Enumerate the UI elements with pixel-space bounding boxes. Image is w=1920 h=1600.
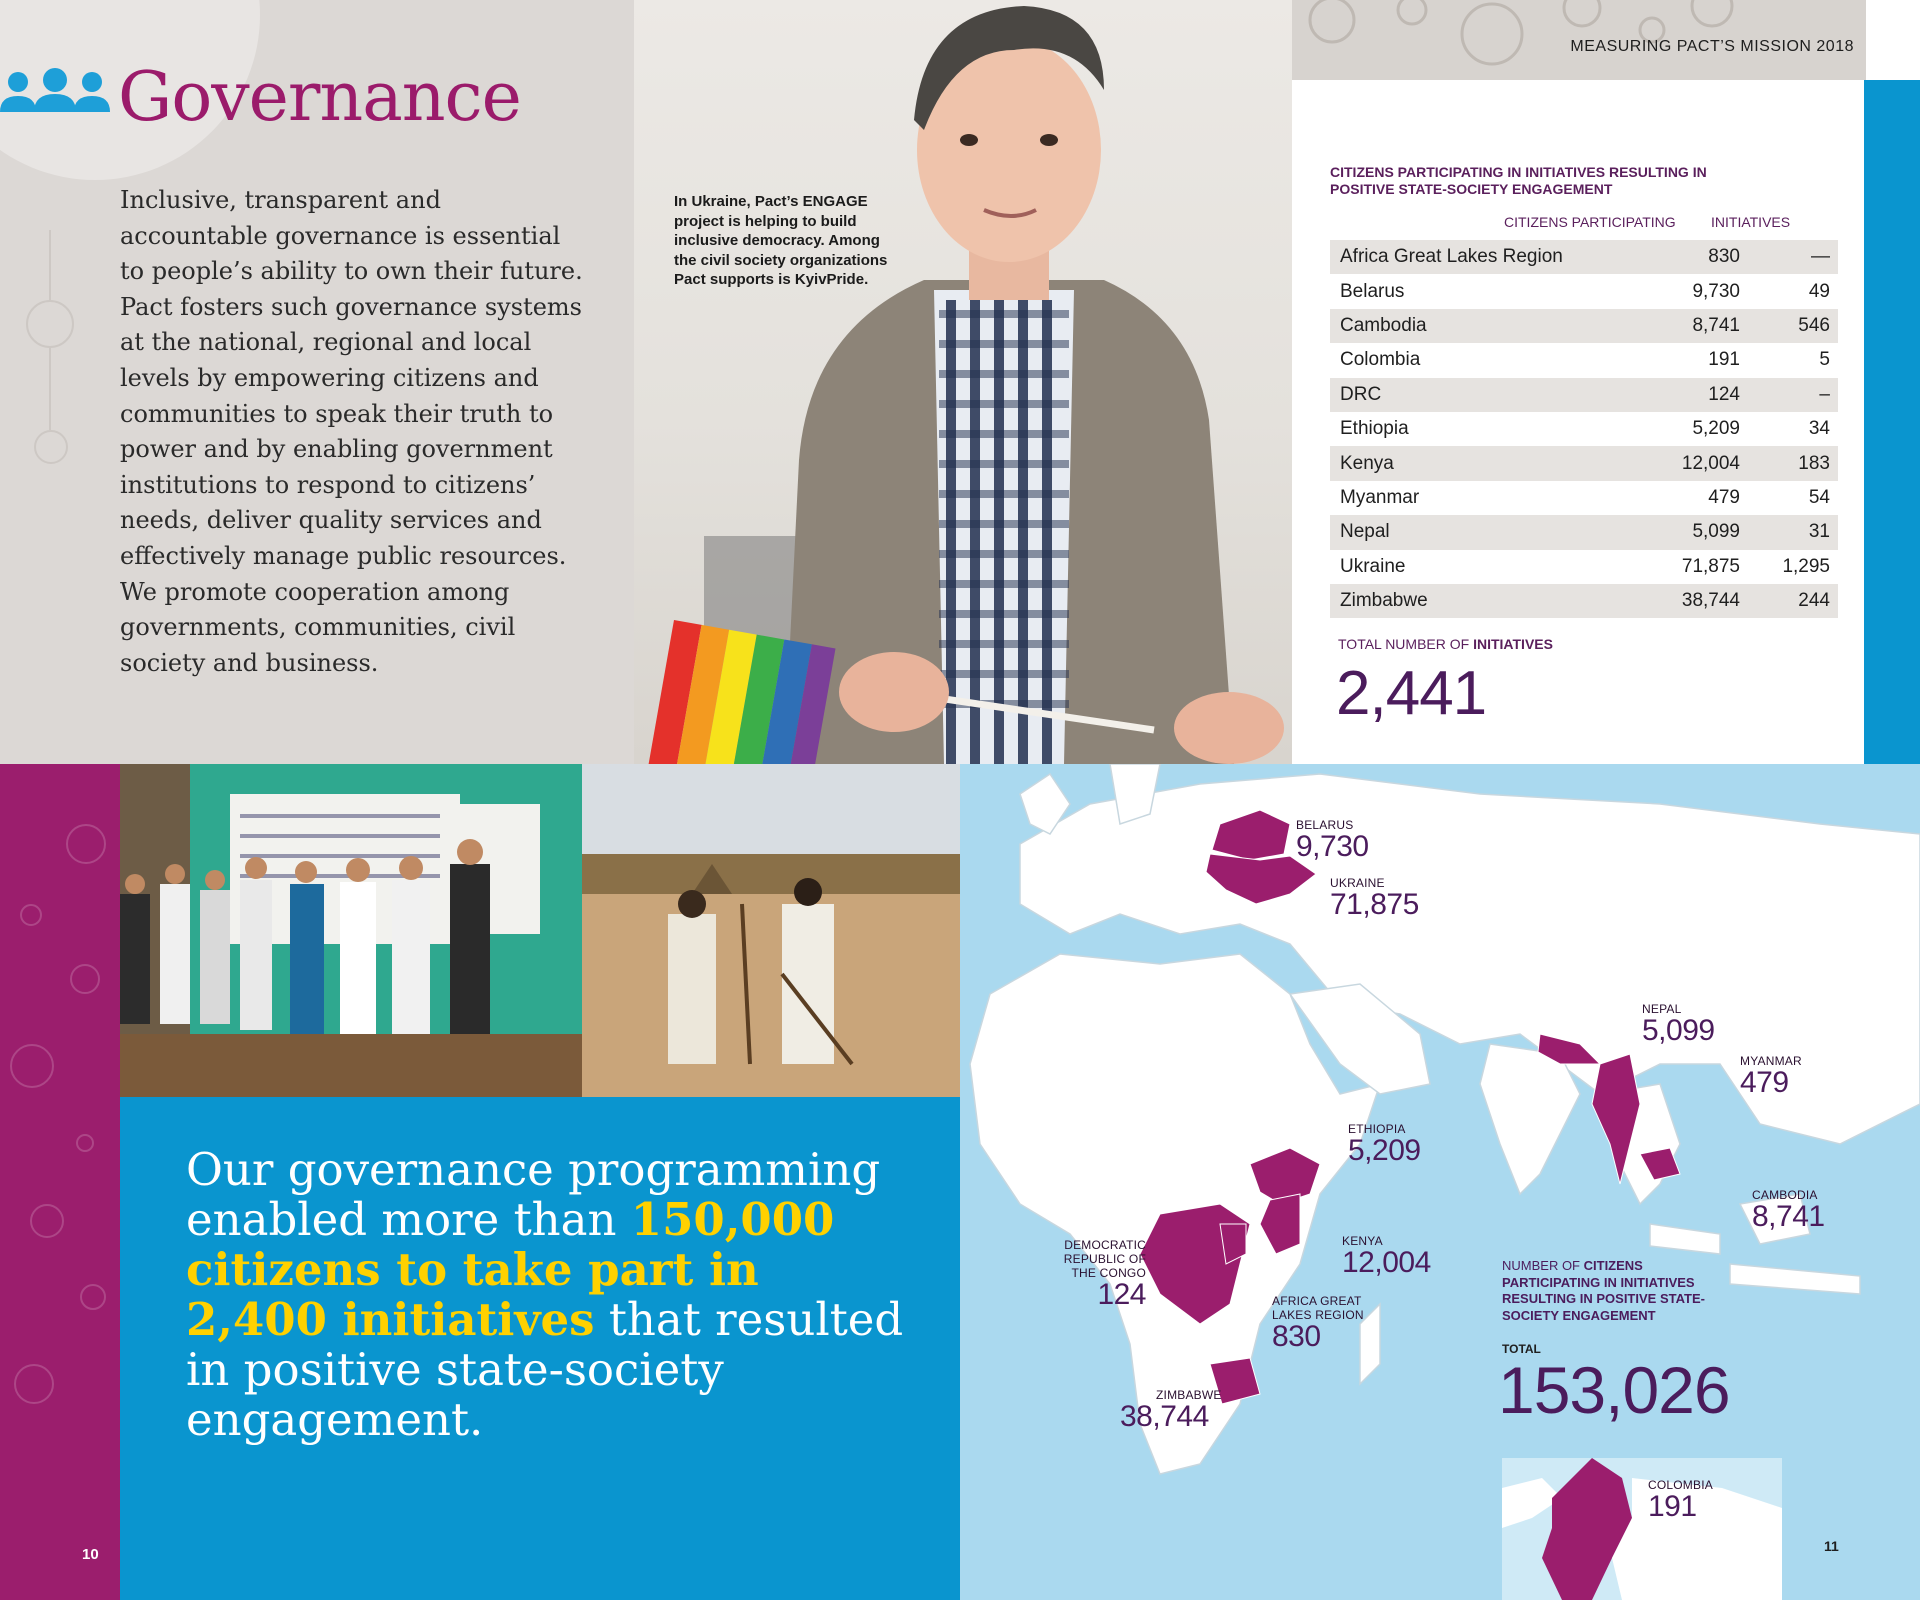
map-label-value: 38,744	[1120, 1400, 1209, 1433]
quote-part-1: Our governance programming enabled more than	[186, 1143, 881, 1246]
column-header-citizens: CITIZENS PARTICIPATING	[1504, 214, 1676, 230]
page-number-left: 10	[82, 1546, 99, 1563]
photo-caption: In Ukraine, Pact’s ENGAGE project is helping to build inclusive democracy. Among the civil society organizations Pact supports is KyivPride.	[674, 193, 888, 288]
map-label-value: 8,741	[1752, 1200, 1825, 1233]
governance-intro-panel	[0, 0, 634, 764]
country-name: Nepal	[1340, 521, 1390, 543]
decorative-header-band	[1292, 0, 1866, 80]
map-total-value: 153,026	[1498, 1353, 1730, 1427]
map-total-label	[1502, 1258, 1732, 1324]
total-initiatives-value: 2,441	[1336, 659, 1487, 728]
village-elders-photo	[582, 764, 960, 1097]
table-row	[1330, 240, 1838, 274]
initiatives-value: 54	[1808, 486, 1830, 508]
initiatives-value: 183	[1798, 452, 1830, 474]
initiatives-value: 5	[1819, 349, 1830, 371]
table-row	[1330, 584, 1838, 618]
intro-paragraph: Inclusive, transparent and accountable governance is essential to people’s ability to own their future. Pact fosters such governance systems at the national, regional and local levels by empowering citizens and communities to speak their truth to power and by enabling government institutions to respond to citizens’ needs, deliver quality services and effectively manage public resources. We promote cooperation among governments, communities, civil society and business.	[120, 186, 583, 677]
country-name: Cambodia	[1340, 314, 1427, 336]
country-name: Ethiopia	[1340, 418, 1409, 440]
decorative-ring	[80, 1284, 106, 1310]
map-label-ethiopia	[1348, 1122, 1421, 1166]
section-title: Governance	[118, 58, 521, 137]
community-meeting-photo	[120, 764, 582, 1097]
decorative-ring	[70, 964, 100, 994]
initiatives-value: 49	[1808, 280, 1830, 302]
decorative-ring	[20, 904, 42, 926]
map-label-name: ZIMBABWE	[1156, 1388, 1222, 1402]
map-label-name: CAMBODIA	[1752, 1188, 1818, 1202]
map-label-name: KENYA	[1342, 1234, 1383, 1248]
map-label-value: 12,004	[1342, 1246, 1431, 1279]
map-label-value: 124	[1097, 1278, 1146, 1311]
map-label-drc	[1050, 1238, 1146, 1310]
map-label-value: 5,209	[1348, 1134, 1421, 1167]
decorative-ring	[76, 1134, 94, 1152]
decorative-line	[49, 230, 51, 300]
map-label-name: BELARUS	[1296, 818, 1354, 832]
colombia-inset-illustration	[1502, 1458, 1782, 1600]
citizens-value: 124	[1708, 383, 1740, 405]
country-name: Belarus	[1340, 280, 1405, 302]
map-label-value: 191	[1648, 1490, 1697, 1523]
table-row	[1330, 446, 1838, 480]
governance-quote	[186, 1145, 906, 1445]
country-name: Zimbabwe	[1340, 590, 1428, 612]
citizens-table-panel	[1292, 0, 1920, 764]
table-row	[1330, 481, 1838, 515]
citizens-value: 71,875	[1681, 555, 1740, 577]
map-label-name: ETHIOPIA	[1348, 1122, 1406, 1136]
quote-highlight: 150,000 citizens to take part in 2,400 initiatives	[186, 1193, 835, 1346]
table-row	[1330, 343, 1838, 377]
table-row	[1330, 309, 1838, 343]
country-name: Africa Great Lakes Region	[1340, 246, 1563, 268]
decorative-ring	[10, 1044, 54, 1088]
decorative-ring	[14, 1364, 54, 1404]
citizens-value: 38,744	[1681, 590, 1740, 612]
map-label-value: 9,730	[1296, 830, 1369, 863]
map-label-name: THE CONGO	[1071, 1266, 1146, 1280]
people-group-icon	[0, 66, 110, 136]
decorative-ring	[30, 1204, 64, 1238]
citizens-value: 479	[1708, 486, 1740, 508]
initiatives-value: –	[1819, 383, 1830, 405]
initiatives-value: 546	[1798, 314, 1830, 336]
initiatives-value: 34	[1808, 418, 1830, 440]
country-name: Myanmar	[1340, 486, 1420, 508]
map-total-key: TOTAL	[1502, 1342, 1541, 1356]
quote-part-2: that resulted in positive state-society engagement.	[186, 1293, 904, 1446]
map-label-value: 479	[1740, 1066, 1789, 1099]
table-row	[1330, 274, 1838, 308]
table-title: CITIZENS PARTICIPATING IN INITIATIVES RESULTING IN POSITIVE STATE-SOCIETY ENGAGEMENT	[1330, 164, 1707, 197]
map-total-label-bold: CITIZENS PARTICIPATING IN INITIATIVES RESULTING IN POSITIVE STATE-SOCIETY ENGAGEMENT	[1502, 1258, 1705, 1323]
total-label-bold: INITIATIVES	[1473, 636, 1553, 652]
colombia-inset-map	[1502, 1458, 1782, 1600]
map-label-colombia	[1648, 1478, 1713, 1522]
map-label-name: NEPAL	[1642, 1002, 1682, 1016]
page-number-right: 11	[1824, 1538, 1839, 1554]
portrait-illustration	[634, 0, 1292, 764]
map-label-cambodia	[1752, 1188, 1825, 1232]
initiatives-value: 1,295	[1782, 555, 1830, 577]
map-label-nepal	[1642, 1002, 1715, 1046]
map-label-name: UKRAINE	[1330, 876, 1385, 890]
map-label-name: DEMOCRATIC	[1064, 1238, 1146, 1252]
country-name: Kenya	[1340, 452, 1394, 474]
map-label-ukraine	[1330, 876, 1419, 920]
table-row	[1330, 550, 1838, 584]
table-row	[1330, 378, 1838, 412]
country-name: Colombia	[1340, 349, 1421, 371]
citizens-value: 9,730	[1692, 280, 1740, 302]
total-label-prefix: TOTAL NUMBER OF	[1338, 636, 1474, 652]
map-label-value: 5,099	[1642, 1014, 1715, 1047]
blue-side-bar	[1864, 80, 1920, 764]
decorative-line	[49, 348, 51, 430]
map-label-myanmar	[1740, 1054, 1802, 1098]
citizens-value: 5,209	[1692, 418, 1740, 440]
column-header-initiatives: INITIATIVES	[1711, 214, 1791, 230]
total-initiatives-label	[1338, 636, 1553, 652]
map-label-belarus	[1296, 818, 1369, 862]
quote-panel	[120, 1097, 960, 1600]
magenta-side-strip	[0, 764, 120, 1600]
initiatives-value: 244	[1798, 590, 1830, 612]
citizens-value: 8,741	[1692, 314, 1740, 336]
country-name: DRC	[1340, 383, 1382, 405]
running-head: MEASURING PACT’S MISSION 2018	[1570, 38, 1854, 55]
decorative-ring	[66, 824, 106, 864]
map-label-name: LAKES REGION	[1272, 1308, 1364, 1322]
map-total-label-prefix: NUMBER OF	[1502, 1258, 1584, 1273]
map-label-name: AFRICA GREAT	[1272, 1294, 1362, 1308]
table-row	[1330, 515, 1838, 549]
map-label-kenya	[1342, 1234, 1431, 1278]
decorative-node	[26, 300, 74, 348]
map-label-great-lakes	[1272, 1294, 1364, 1352]
decorative-node	[34, 430, 68, 464]
initiatives-value: 31	[1808, 521, 1830, 543]
citizens-value: 830	[1708, 246, 1740, 268]
initiatives-value: —	[1811, 246, 1830, 268]
map-label-zimbabwe	[1120, 1388, 1222, 1432]
table-row	[1330, 412, 1838, 446]
map-label-name: COLOMBIA	[1648, 1478, 1713, 1492]
map-label-value: 830	[1272, 1320, 1321, 1353]
community-meeting-illustration	[120, 764, 582, 1097]
world-map-panel	[960, 764, 1920, 1600]
portrait-photo	[634, 0, 1292, 764]
map-label-name: MYANMAR	[1740, 1054, 1802, 1068]
citizens-value: 5,099	[1692, 521, 1740, 543]
map-label-value: 71,875	[1330, 888, 1419, 921]
map-label-name: REPUBLIC OF	[1063, 1252, 1146, 1266]
citizens-value: 191	[1708, 349, 1740, 371]
citizens-table	[1330, 240, 1838, 618]
citizens-value: 12,004	[1681, 452, 1740, 474]
village-elders-illustration	[582, 764, 960, 1097]
country-name: Ukraine	[1340, 555, 1406, 577]
